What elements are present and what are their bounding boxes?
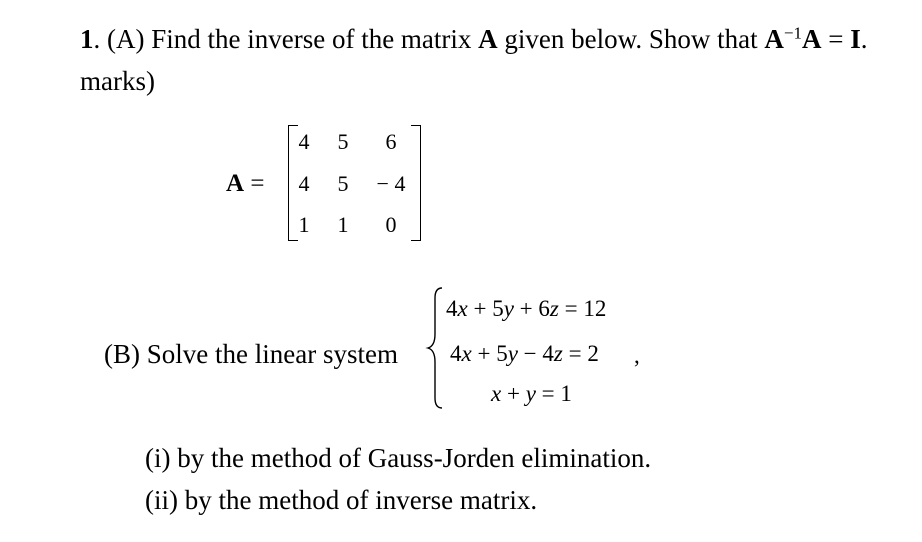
matrix-cell-r1c3: 6 [385,129,397,154]
equation-3 [491,380,572,408]
question-text-2: given below. Show that [497,24,765,54]
eq1-var-x: x [457,296,468,321]
eq3-rhs: = 1 [535,381,572,406]
equation-1 [446,295,606,323]
eq2-coef: 4 [450,341,462,366]
eq2-rhs: = 2 [562,341,599,366]
eq3-var-y: y [525,381,536,406]
matrix-cell-r2c2: 5 [337,171,349,196]
method-2-text: (ii) by the method of inverse matrix. [145,485,538,515]
eq1-op2: + 6 [513,296,550,321]
identity-symbol: I [850,24,861,54]
matrix-cell-r3c2: 1 [337,212,349,237]
matrix-cell-r2c1: 4 [298,171,310,196]
question-number: 1 [80,24,94,54]
eq1-var-y: y [503,296,514,321]
eq2-op1: + 5 [471,341,508,366]
eq3-op1: + [501,381,526,406]
system-trailing-comma: , [634,343,640,368]
left-brace-icon [422,282,446,412]
eq1-op1: + 5 [467,296,504,321]
question-heading [80,21,867,57]
eq1-coef: 4 [446,296,458,321]
matrix-label [226,166,264,202]
matrix-symbol: A [478,24,498,54]
eq2-op2: − 4 [517,341,554,366]
matrix-cell-r1c2: 5 [337,129,349,154]
eq2-var-z: z [553,341,563,366]
eq1-var-z: z [549,296,559,321]
matrix-cell-r3c1: 1 [298,212,310,237]
matrix-cell-r1c1: 4 [298,129,310,154]
eq2-var-y: y [507,341,518,366]
matrix-right-bracket [411,125,421,241]
part-b-label: (B) Solve the linear system [104,339,398,369]
matrix-symbol-inverse: A [764,24,784,54]
question-period: . [860,24,868,54]
eq1-rhs: = 12 [558,296,607,321]
matrix-cell-r2c3: − 4 [376,171,406,196]
matrix-label-equals: = [244,170,265,197]
method-1-text: (i) by the method of Gauss-Jorden elimination. [145,443,652,473]
question-text-1: . (A) Find the inverse of the matrix [93,24,479,54]
inverse-superscript: −1 [783,23,802,43]
eq3-var-x: x [491,381,502,406]
matrix-symbol-product: A [801,24,822,54]
marks-note: marks) [80,66,155,96]
matrix-cell-r3c3: 0 [385,212,397,237]
matrix-label-symbol: A [226,170,245,197]
equals-sign: = [821,24,851,54]
eq2-var-x: x [461,341,472,366]
equation-2 [450,340,599,368]
